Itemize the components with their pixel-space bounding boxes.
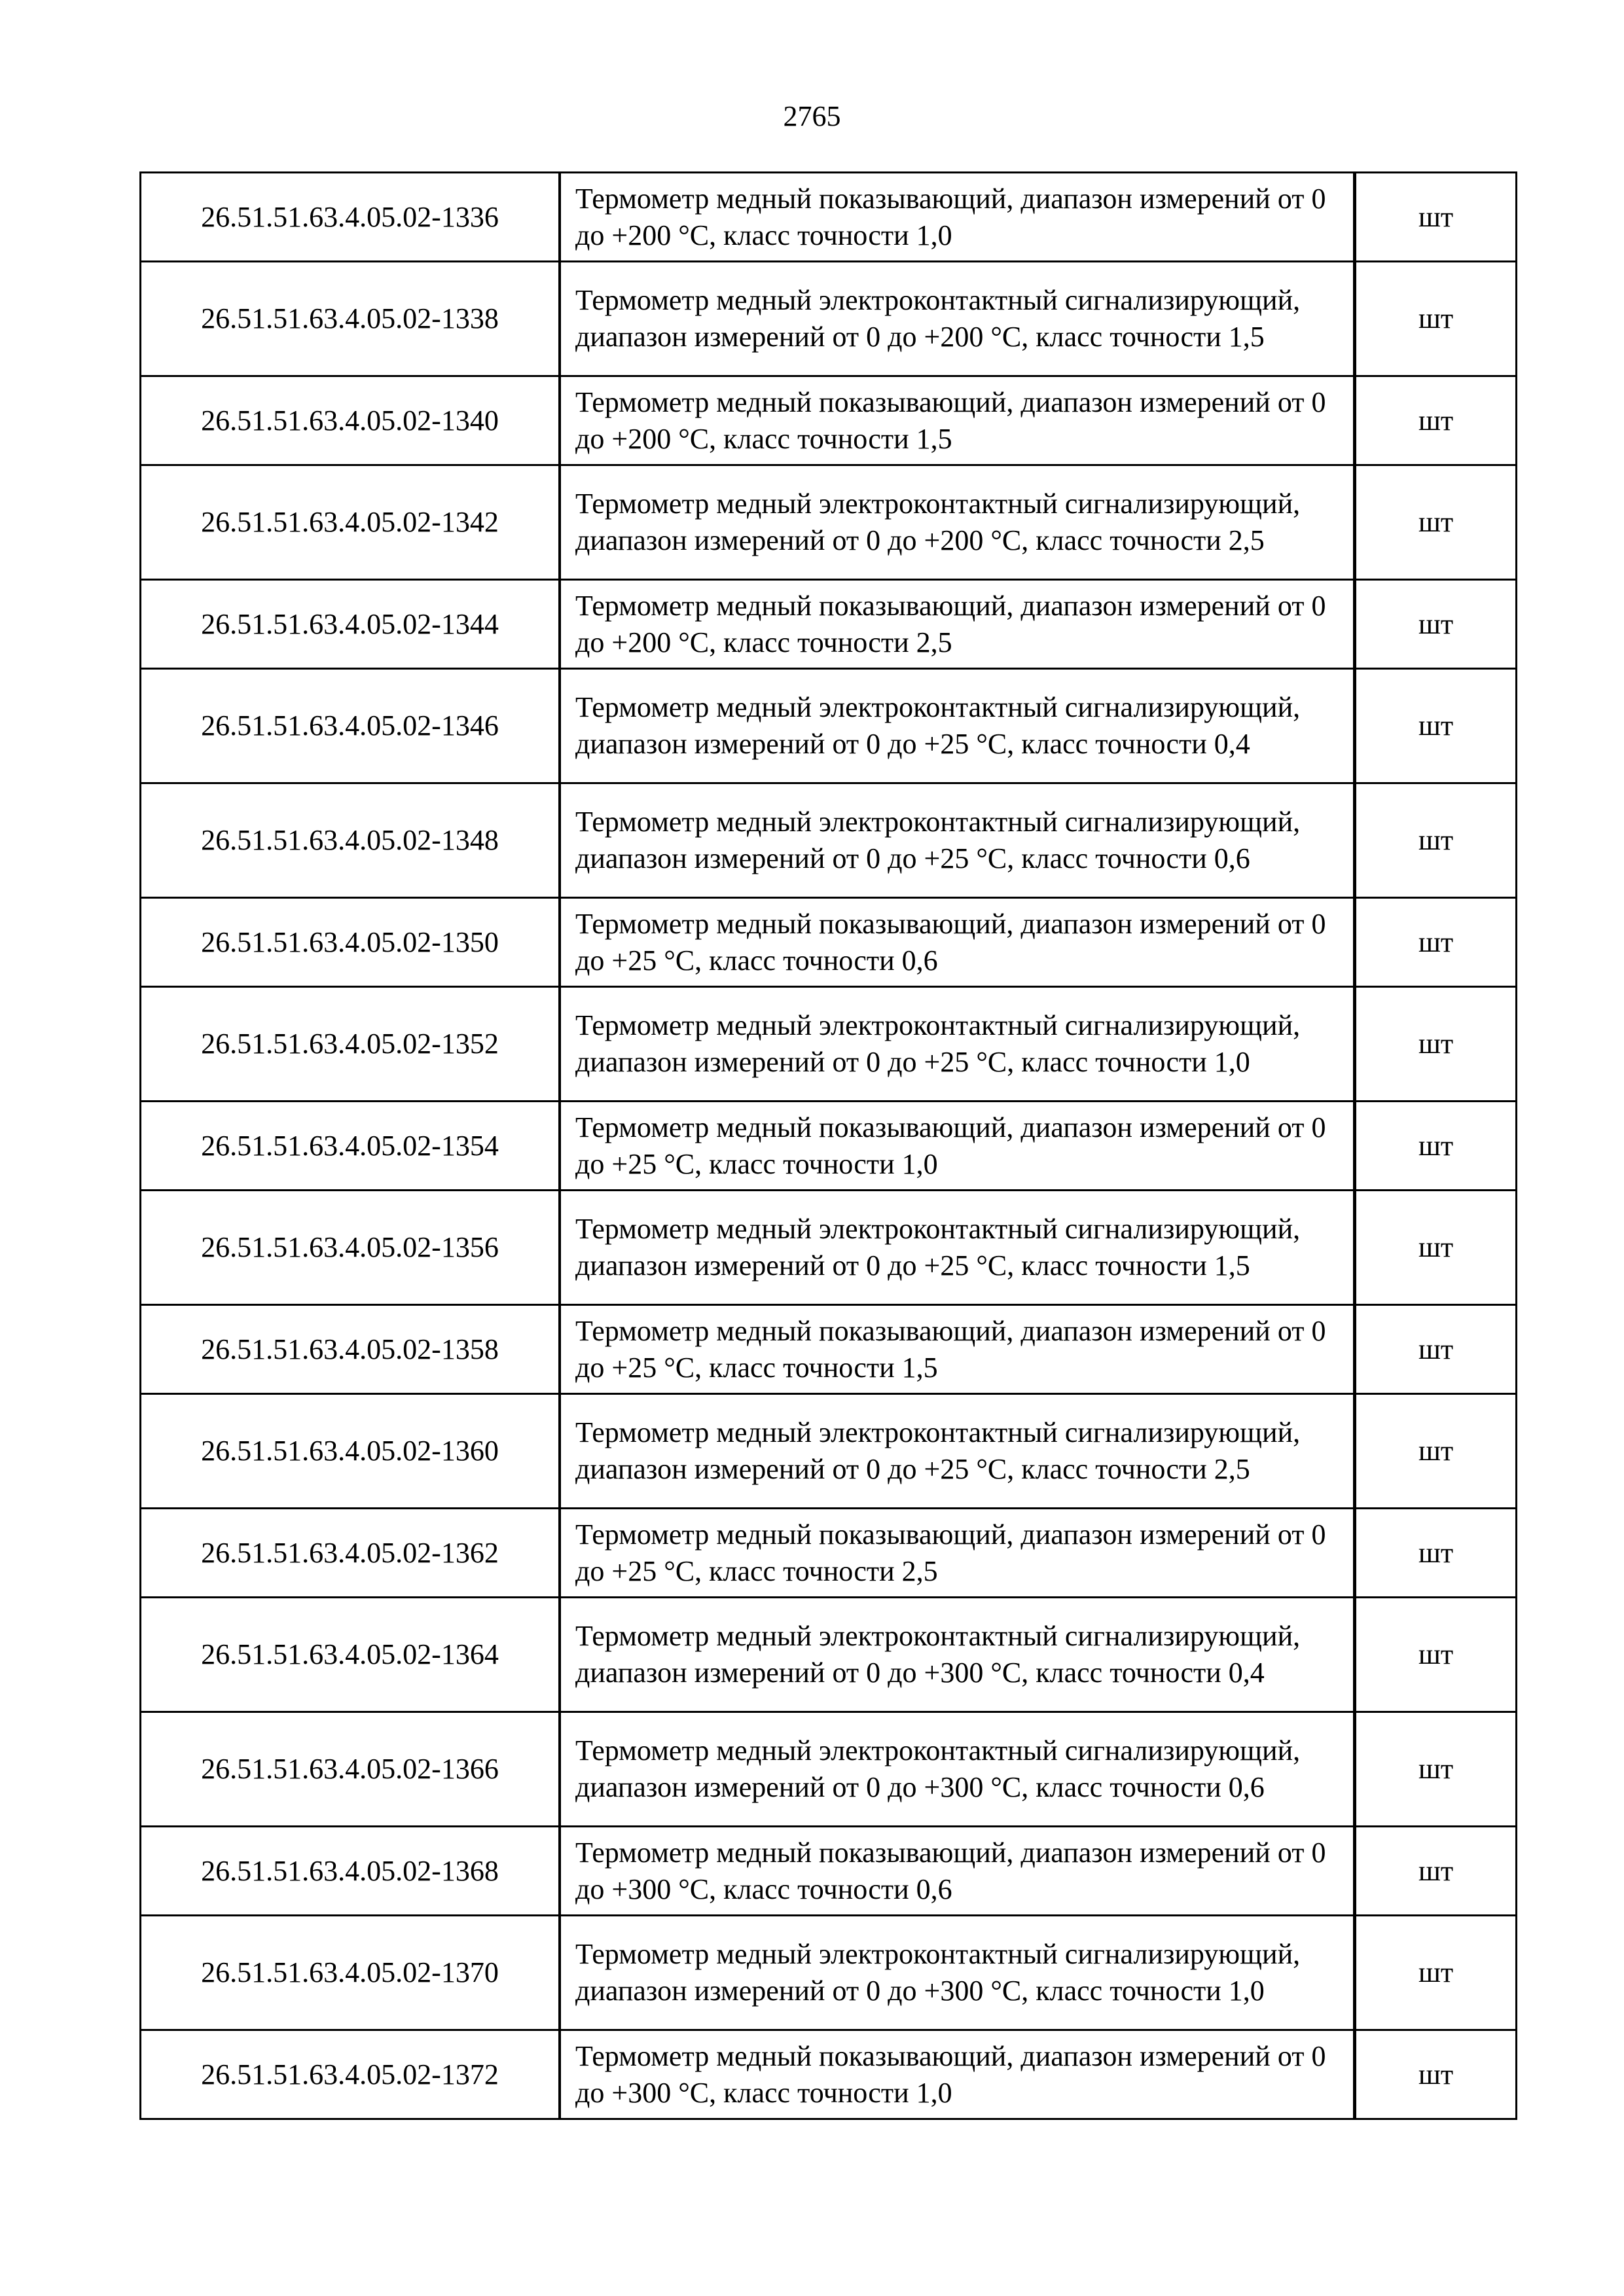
resource-code-cell: 26.51.51.63.4.05.02-1364 (141, 1598, 560, 1712)
table-row (141, 1305, 1517, 1394)
table-row (141, 1827, 1517, 1916)
resource-code-cell: 26.51.51.63.4.05.02-1344 (141, 580, 560, 669)
resource-description-cell: Термометр медный показывающий, диапазон измерений от 0 до +300 °С, класс точности 1,0 (560, 2030, 1355, 2119)
resource-unit-cell: шт (1355, 1712, 1517, 1827)
resource-description-cell: Термометр медный электроконтактный сигнализирующий, диапазон измерений от 0 до +25 °С, класс точности 0,6 (560, 783, 1355, 898)
resource-code-cell: 26.51.51.63.4.05.02-1356 (141, 1191, 560, 1305)
table-row (141, 1712, 1517, 1827)
resource-code-cell: 26.51.51.63.4.05.02-1358 (141, 1305, 560, 1394)
resource-unit-cell: шт (1355, 783, 1517, 898)
resource-description-cell: Термометр медный электроконтактный сигнализирующий, диапазон измерений от 0 до +300 °С, класс точности 0,6 (560, 1712, 1355, 1827)
table-row (141, 898, 1517, 987)
resource-unit-cell: шт (1355, 1102, 1517, 1191)
resource-description-cell: Термометр медный показывающий, диапазон измерений от 0 до +200 °С, класс точности 2,5 (560, 580, 1355, 669)
resource-description-cell: Термометр медный электроконтактный сигнализирующий, диапазон измерений от 0 до +200 °С, класс точности 2,5 (560, 465, 1355, 580)
resource-description-cell: Термометр медный электроконтактный сигнализирующий, диапазон измерений от 0 до +25 °С, класс точности 1,5 (560, 1191, 1355, 1305)
resource-code-cell: 26.51.51.63.4.05.02-1372 (141, 2030, 560, 2119)
resource-description-cell: Термометр медный показывающий, диапазон измерений от 0 до +200 °С, класс точности 1,0 (560, 173, 1355, 262)
resource-description-cell: Термометр медный электроконтактный сигнализирующий, диапазон измерений от 0 до +300 °С, класс точности 1,0 (560, 1916, 1355, 2030)
resource-code-cell: 26.51.51.63.4.05.02-1368 (141, 1827, 560, 1916)
table-row (141, 987, 1517, 1102)
resource-description-cell: Термометр медный показывающий, диапазон измерений от 0 до +25 °С, класс точности 2,5 (560, 1509, 1355, 1598)
resource-description-cell: Термометр медный показывающий, диапазон измерений от 0 до +25 °С, класс точности 1,5 (560, 1305, 1355, 1394)
resource-code-cell: 26.51.51.63.4.05.02-1348 (141, 783, 560, 898)
resource-unit-cell: шт (1355, 1305, 1517, 1394)
resource-code-cell: 26.51.51.63.4.05.02-1362 (141, 1509, 560, 1598)
resource-unit-cell: шт (1355, 173, 1517, 262)
resource-unit-cell: шт (1355, 669, 1517, 783)
resource-unit-cell: шт (1355, 1509, 1517, 1598)
resource-code-cell: 26.51.51.63.4.05.02-1340 (141, 376, 560, 465)
table-row (141, 580, 1517, 669)
resource-code-cell: 26.51.51.63.4.05.02-1352 (141, 987, 560, 1102)
table-row (141, 783, 1517, 898)
resource-code-cell: 26.51.51.63.4.05.02-1366 (141, 1712, 560, 1827)
page-number: 2765 (783, 100, 841, 132)
resource-description-cell: Термометр медный показывающий, диапазон измерений от 0 до +300 °С, класс точности 0,6 (560, 1827, 1355, 1916)
table-row (141, 262, 1517, 376)
resource-description-cell: Термометр медный электроконтактный сигнализирующий, диапазон измерений от 0 до +300 °С, класс точности 0,4 (560, 1598, 1355, 1712)
resource-unit-cell: шт (1355, 1191, 1517, 1305)
table-row (141, 1191, 1517, 1305)
resource-unit-cell: шт (1355, 465, 1517, 580)
resource-unit-cell: шт (1355, 2030, 1517, 2119)
table-row (141, 1916, 1517, 2030)
resource-description-cell: Термометр медный электроконтактный сигнализирующий, диапазон измерений от 0 до +25 °С, класс точности 1,0 (560, 987, 1355, 1102)
resource-code-cell: 26.51.51.63.4.05.02-1354 (141, 1102, 560, 1191)
resource-description-cell: Термометр медный показывающий, диапазон измерений от 0 до +200 °С, класс точности 1,5 (560, 376, 1355, 465)
table-row (141, 2030, 1517, 2119)
table-row (141, 376, 1517, 465)
resource-unit-cell: шт (1355, 1394, 1517, 1509)
resource-unit-cell: шт (1355, 898, 1517, 987)
table-row (141, 1509, 1517, 1598)
resource-unit-cell: шт (1355, 376, 1517, 465)
resource-description-cell: Термометр медный показывающий, диапазон измерений от 0 до +25 °С, класс точности 1,0 (560, 1102, 1355, 1191)
resource-unit-cell: шт (1355, 1916, 1517, 2030)
resource-table-body (141, 173, 1517, 2119)
resource-description-cell: Термометр медный электроконтактный сигнализирующий, диапазон измерений от 0 до +200 °С, класс точности 1,5 (560, 262, 1355, 376)
resource-unit-cell: шт (1355, 1598, 1517, 1712)
resource-code-cell: 26.51.51.63.4.05.02-1350 (141, 898, 560, 987)
table-row (141, 1598, 1517, 1712)
table-row (141, 173, 1517, 262)
resource-code-cell: 26.51.51.63.4.05.02-1338 (141, 262, 560, 376)
resource-code-cell: 26.51.51.63.4.05.02-1336 (141, 173, 560, 262)
resource-code-cell: 26.51.51.63.4.05.02-1360 (141, 1394, 560, 1509)
table-row (141, 465, 1517, 580)
resource-code-cell: 26.51.51.63.4.05.02-1346 (141, 669, 560, 783)
table-row (141, 1102, 1517, 1191)
resource-code-cell: 26.51.51.63.4.05.02-1342 (141, 465, 560, 580)
resource-table (139, 171, 1517, 2120)
table-row (141, 1394, 1517, 1509)
resource-unit-cell: шт (1355, 987, 1517, 1102)
resource-description-cell: Термометр медный электроконтактный сигнализирующий, диапазон измерений от 0 до +25 °С, класс точности 2,5 (560, 1394, 1355, 1509)
resource-description-cell: Термометр медный электроконтактный сигнализирующий, диапазон измерений от 0 до +25 °С, класс точности 0,4 (560, 669, 1355, 783)
table-row (141, 669, 1517, 783)
resource-code-cell: 26.51.51.63.4.05.02-1370 (141, 1916, 560, 2030)
resource-unit-cell: шт (1355, 580, 1517, 669)
resource-unit-cell: шт (1355, 1827, 1517, 1916)
resource-unit-cell: шт (1355, 262, 1517, 376)
resource-description-cell: Термометр медный показывающий, диапазон измерений от 0 до +25 °С, класс точности 0,6 (560, 898, 1355, 987)
